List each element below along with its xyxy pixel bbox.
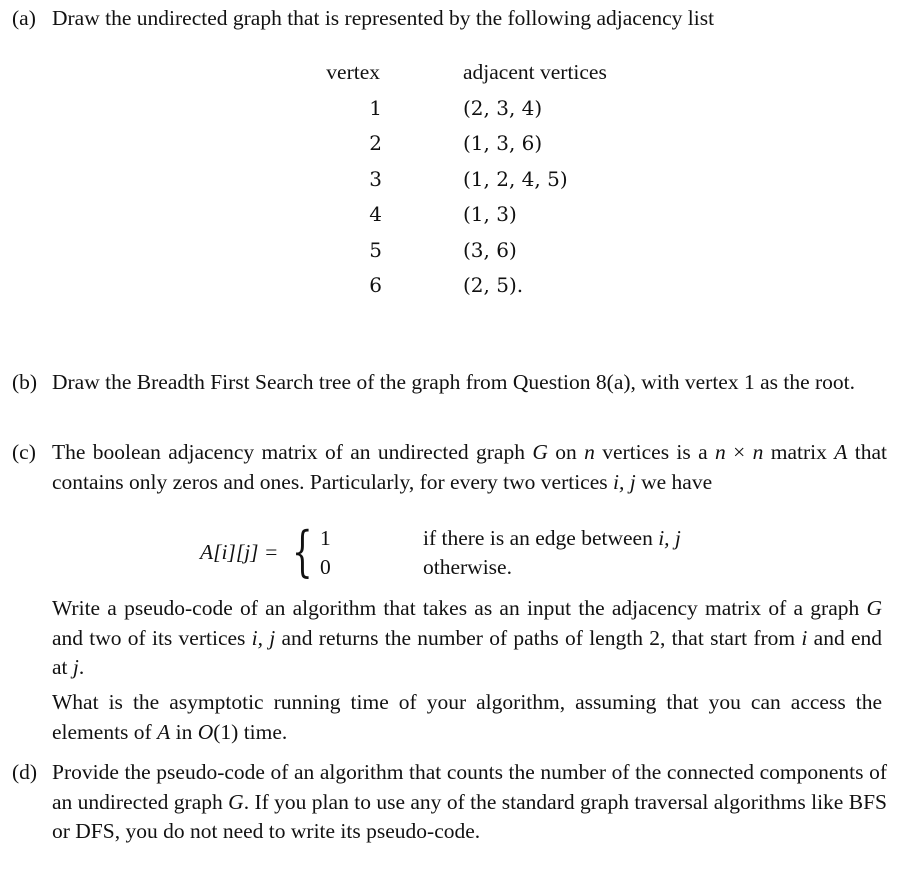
text: if there is an edge between xyxy=(423,526,659,550)
math-j: j xyxy=(72,655,79,679)
header-adjacent: adjacent vertices xyxy=(463,60,607,84)
part-d-text xyxy=(52,758,887,847)
part-b-text: Draw the Breadth First Search tree of the graph from Question 8(a), with vertex 1 as the root. xyxy=(52,370,856,394)
math-O: O xyxy=(197,719,214,744)
table-row xyxy=(310,271,650,307)
math-n: n xyxy=(752,440,764,464)
times-symbol: × xyxy=(725,440,753,464)
formula-condition-1 xyxy=(423,524,681,554)
math-n: n xyxy=(715,440,726,464)
header-vertex: vertex xyxy=(326,60,380,84)
text: vertices is a xyxy=(594,440,716,464)
adjacent-cell: (2, 5). xyxy=(463,273,524,297)
math-i: i xyxy=(801,625,808,650)
table-row xyxy=(310,200,650,236)
math-ij: i, j xyxy=(658,526,681,550)
math-A: A xyxy=(834,440,848,464)
text: . If you plan to use any of the standard graph traversal algorithms like BFS or DFS, you do not need to write its pseudo-code. xyxy=(52,789,887,843)
math-n: n xyxy=(584,440,595,464)
adjacent-cell: (1, 3, 6) xyxy=(463,131,543,155)
text: in xyxy=(170,719,198,744)
text: matrix xyxy=(763,440,835,464)
table-row xyxy=(310,236,650,272)
math-G: G xyxy=(532,440,548,464)
text: Provide the pseudo-code of an algorithm that counts the number of the connected components of an undirected graph xyxy=(52,760,887,814)
text: time. xyxy=(238,719,288,744)
table-row xyxy=(310,94,650,130)
formula-value-0: 0 xyxy=(320,555,331,579)
math-A: A xyxy=(157,719,171,744)
part-d-label: (d) xyxy=(12,760,38,784)
text: and two of its vertices xyxy=(52,625,252,650)
text: and returns the number of paths of length 2, that start from xyxy=(275,625,802,650)
vertex-cell: 2 xyxy=(369,131,382,155)
vertex-cell: 1 xyxy=(369,95,382,120)
vertex-cell: 5 xyxy=(369,237,382,262)
adjacent-cell: (1, 3) xyxy=(463,202,517,226)
part-c-label: (c) xyxy=(12,440,36,464)
formula-value-1: 1 xyxy=(320,526,331,550)
adjacency-list-table xyxy=(310,58,650,307)
left-brace: { xyxy=(292,520,313,583)
text: What is the asymptotic running time of your algorithm, assuming that you can access the elements of xyxy=(52,690,882,744)
vertex-cell: 3 xyxy=(369,166,382,191)
text: that contains only zeros and ones. Particularly, for every two vertices xyxy=(52,440,888,494)
text: and end at xyxy=(52,625,882,679)
table-header-row xyxy=(310,58,650,94)
text: on xyxy=(547,440,585,464)
math-ij: i, j xyxy=(251,625,276,650)
text: . xyxy=(78,655,85,679)
math-G: G xyxy=(228,789,244,814)
part-c-text xyxy=(52,438,887,497)
part-b-label: (b) xyxy=(12,370,38,394)
table-row xyxy=(310,129,650,165)
vertex-cell: 6 xyxy=(369,273,382,297)
question-part-c xyxy=(12,438,887,497)
part-c-paragraph-3 xyxy=(52,688,882,747)
math-ij: i, j xyxy=(613,469,636,494)
table-row xyxy=(310,165,650,201)
question-part-a xyxy=(12,4,887,34)
question-part-b xyxy=(12,368,887,398)
vertex-cell: 4 xyxy=(369,202,382,226)
text: The boolean adjacency matrix of an undirected graph xyxy=(52,440,533,464)
math-G: G xyxy=(866,596,882,620)
adjacent-cell: (3, 6) xyxy=(463,237,517,262)
text: (1) xyxy=(213,719,239,744)
adjacency-formula xyxy=(200,522,760,586)
adjacent-cell: (2, 3, 4) xyxy=(463,95,543,120)
formula-condition-0: otherwise. xyxy=(423,555,512,579)
text: Write a pseudo-code of an algorithm that takes as an input the adjacency matrix of a graph xyxy=(52,596,867,620)
formula-lhs: A[i][j] = xyxy=(200,540,279,564)
part-a-text: Draw the undirected graph that is represented by the following adjacency list xyxy=(52,6,715,30)
part-a-label: (a) xyxy=(12,6,36,30)
adjacent-cell: (1, 2, 4, 5) xyxy=(463,166,568,191)
part-c-paragraph-2 xyxy=(52,594,882,683)
text: we have xyxy=(635,469,713,494)
question-part-d xyxy=(12,758,887,847)
